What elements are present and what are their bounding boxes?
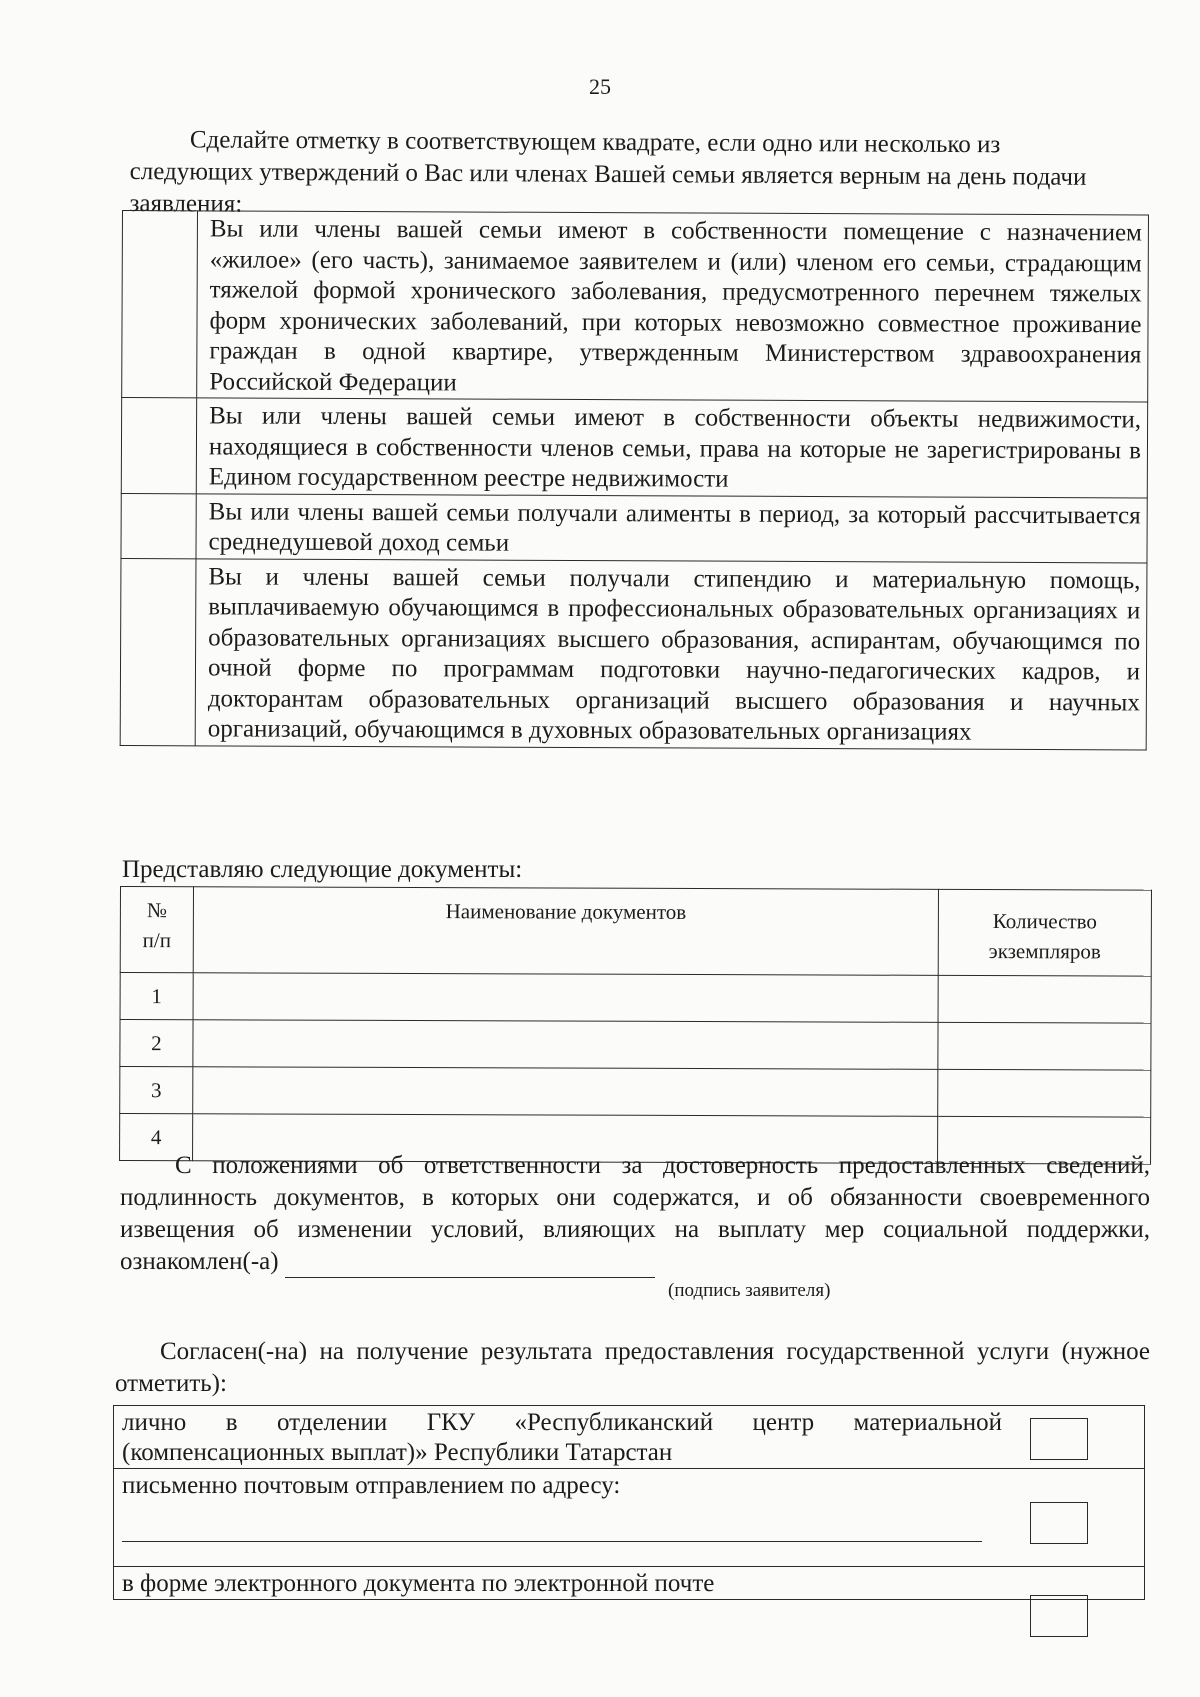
document-name-cell[interactable] — [193, 1020, 938, 1070]
option-row — [114, 1469, 1145, 1567]
statement-row — [121, 398, 1147, 498]
option-post-text: письменно почтовым отправлением по адресу: — [122, 1472, 621, 1499]
checkbox-post[interactable] — [1030, 1502, 1088, 1544]
option-post — [114, 1469, 1145, 1567]
signature-caption: (подпись заявителя) — [668, 1280, 831, 1301]
delivery-options-table — [113, 1405, 1145, 1600]
quantity-cell[interactable] — [938, 1022, 1151, 1070]
statement-checkbox-cell[interactable] — [121, 493, 196, 558]
responsibility-text: С положениями об ответственности за достоверность предоставленных сведений, подлинность документов, в которых они содержатся, и об обязанности своевременного извещения об изменении условий, влияющих на выплату мер социальной поддержки, ознакомлен(-а) — [120, 1152, 1150, 1275]
row-number: 1 — [120, 973, 193, 1020]
documents-header-row — [120, 887, 1151, 977]
statements-table — [120, 210, 1149, 750]
checkbox-email[interactable] — [1030, 1595, 1088, 1637]
documents-label: Представляю следующие документы: — [122, 856, 523, 883]
statement-checkbox-cell[interactable] — [121, 398, 196, 494]
option-email — [114, 1567, 1145, 1600]
row-number: 4 — [120, 1114, 193, 1161]
header-quantity-line1: Количество — [992, 909, 1097, 934]
statement-row — [120, 558, 1147, 749]
header-quantity — [938, 889, 1151, 976]
header-document-name: Наименование документов — [193, 887, 938, 976]
header-quantity-line2: экземпляров — [988, 939, 1101, 964]
responsibility-text-wrap — [120, 1150, 1150, 1278]
responsibility-paragraph — [120, 1150, 1150, 1278]
header-number-line2: п/п — [142, 928, 172, 953]
address-line[interactable] — [122, 1541, 982, 1542]
consent-paragraph — [115, 1336, 1150, 1400]
table-row — [120, 1067, 1151, 1118]
statement-text: Вы или члены вашей семьи имеют в собственности объекты недвижимости, находящиеся в собственности членов семьи, права на которые не зарегистрированы в Едином государственном реестре недвижимости — [196, 398, 1147, 498]
statement-text: Вы или члены вашей семьи имеют в собственности помещение с назначением «жилое» (его часть), занимаемое заявителем и (или) членом его семьи, страдающим тяжелой формой хронического заболевания, предусмотренного перечнем тяжелых форм хронических заболеваний, при которых невозможно совместное проживание граждан в одной квартире, утвержденным Министерством здравоохранения Российской Федерации — [197, 211, 1149, 402]
page-number: 25 — [589, 74, 611, 99]
statement-checkbox-cell[interactable] — [120, 558, 196, 745]
intro-line-rest: следующих утверждений о Вас или членах Вашей семьи является верным на день подачи заявления: — [129, 157, 1087, 218]
statement-checkbox-cell[interactable] — [122, 211, 198, 398]
signature-line[interactable] — [285, 1253, 655, 1278]
documents-table — [119, 886, 1152, 1165]
header-number-line1: № — [146, 898, 167, 923]
statement-row — [122, 211, 1149, 402]
statement-text: Вы и члены вашей семьи получали стипендию и материальную помощь, выплачиваемую обучающимся в профессиональных образовательных организациях и образовательных организациях высшего образования, аспирантам, обучающимся по очной форме по программам подготовки научно-педагогических кадров, и докторантам образовательных организаций высшего образования и научных организаций, обучающимся в духовных образовательных организациях — [195, 558, 1147, 749]
option-in-person — [114, 1406, 1145, 1469]
table-row — [120, 1020, 1151, 1071]
option-row — [114, 1567, 1145, 1600]
header-number — [120, 887, 193, 973]
row-number: 3 — [120, 1067, 193, 1114]
option-row — [114, 1406, 1145, 1469]
table-row — [120, 973, 1151, 1024]
consent-text: Согласен(-на) на получение результата предоставления государственной услуги (нужное отметить): — [115, 1338, 1150, 1397]
quantity-cell[interactable] — [938, 1069, 1151, 1117]
quantity-cell[interactable] — [938, 975, 1151, 1023]
checkbox-in-person[interactable] — [1030, 1418, 1088, 1460]
statement-row — [121, 493, 1147, 562]
document-name-cell[interactable] — [193, 973, 938, 1023]
intro-line-1: Сделайте отметку в соответствующем квадрате, если одно или несколько из — [189, 126, 1001, 159]
statement-text: Вы или члены вашей семьи получали алименты в период, за который рассчитывается среднедушевой доход семьи — [196, 493, 1147, 562]
option-email-text: в форме электронного документа по электронной почте — [122, 1570, 715, 1597]
row-number: 2 — [120, 1020, 193, 1067]
document-name-cell[interactable] — [193, 1067, 938, 1117]
option-in-person-text: лично в отделении ГКУ «Республиканский центр материальной (компенсационных выплат)» Республики Татарстан — [122, 1409, 1002, 1466]
